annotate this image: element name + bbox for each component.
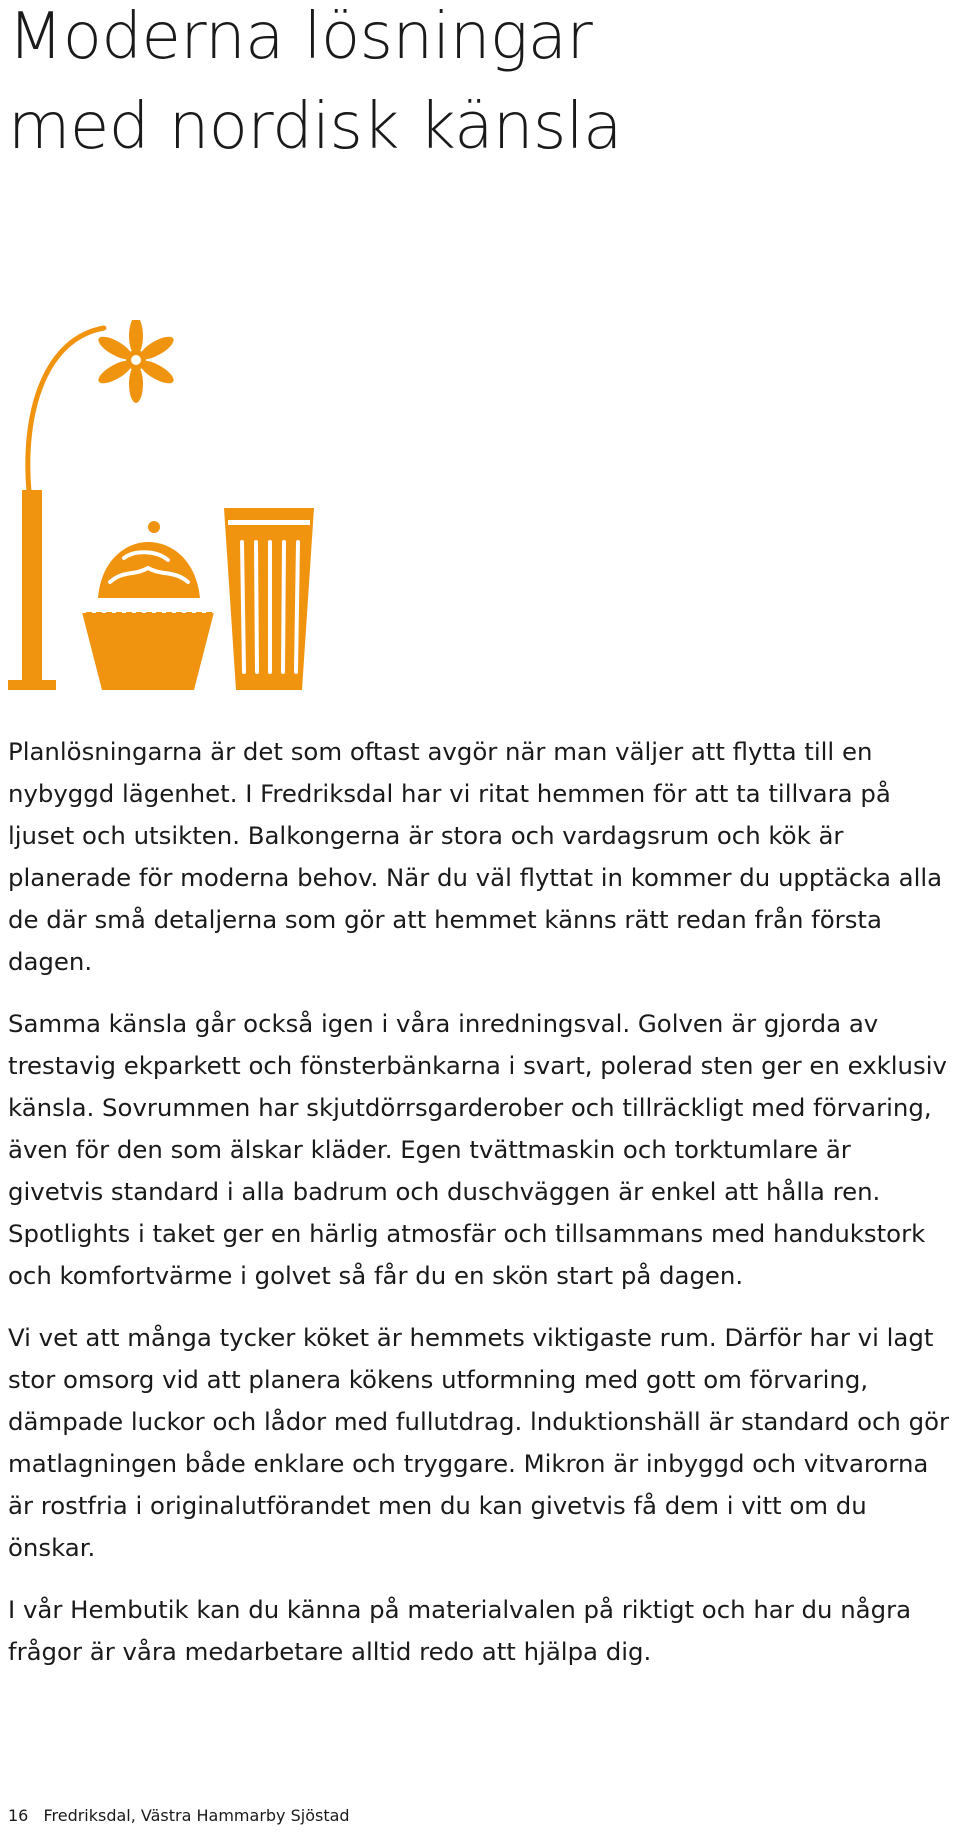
page-footer bbox=[8, 1806, 350, 1826]
paragraph-inredning: Samma känsla går också igen i våra inredningsval. Golven är gjorda av trestavig ekparkett och fönsterbänkarna i svart, polerad sten ger en exklusiv känsla. Sovrummen har skjutdörrsgarderober och tillräckligt med förvaring, även för den som älskar kläder. Egen tvättmaskin och torktumlare är givetvis standard i alla badrum och duschväggen är enkel att hålla ren. Spotlights i taket ger en härlig atmosfär och tillsammans med handukstork och komfortvärme i golvet så får du en skön start på dagen. bbox=[8, 1009, 947, 1290]
cupcake-icon bbox=[82, 521, 214, 690]
footer-location: Fredriksdal, Västra Hammarby Sjöstad bbox=[43, 1806, 350, 1825]
page-number: 16 bbox=[8, 1806, 29, 1825]
illustration bbox=[6, 320, 326, 700]
paragraph-planlosning: Planlösningarna är det som oftast avgör när man väljer att flytta till en nybyggd lägenhet. I Fredriksdal har vi ritat hemmen för att ta tillvara på ljuset och utsikten. Balkongerna är stora och vardagsrum och kök är planerade för moderna behov. När du väl flyttat in kommer du upptäcka alla de där små detaljerna som gör att hemmet känns rätt redan från första dagen. bbox=[8, 737, 943, 976]
illustration-svg bbox=[6, 320, 326, 700]
page-title-line-2: med nordisk känsla bbox=[8, 90, 622, 164]
body-text bbox=[8, 731, 953, 1693]
paragraph-kok: Vi vet att många tycker köket är hemmets viktigaste rum. Därför har vi lagt stor omsorg vid att planera kökens utformning med gott om förvaring, dämpade luckor och lådor med fullutdrag. lnduktionshäll är standard och gör matlagningen både enklare och tryggare. Mikron är inbyggd och vitvarorna är rostfria i originalutförandet men du kan givetvis få dem i vitt om du önskar. bbox=[8, 1323, 950, 1562]
paragraph-hembutik: I vår Hembutik kan du känna på materialvalen på riktigt och har du några frågor är våra medarbetare alltid redo att hjälpa dig. bbox=[8, 1595, 912, 1666]
page-title bbox=[8, 0, 622, 172]
page-title-line-1: Moderna lösningar bbox=[8, 0, 593, 74]
drinking-glass-icon bbox=[224, 508, 314, 690]
